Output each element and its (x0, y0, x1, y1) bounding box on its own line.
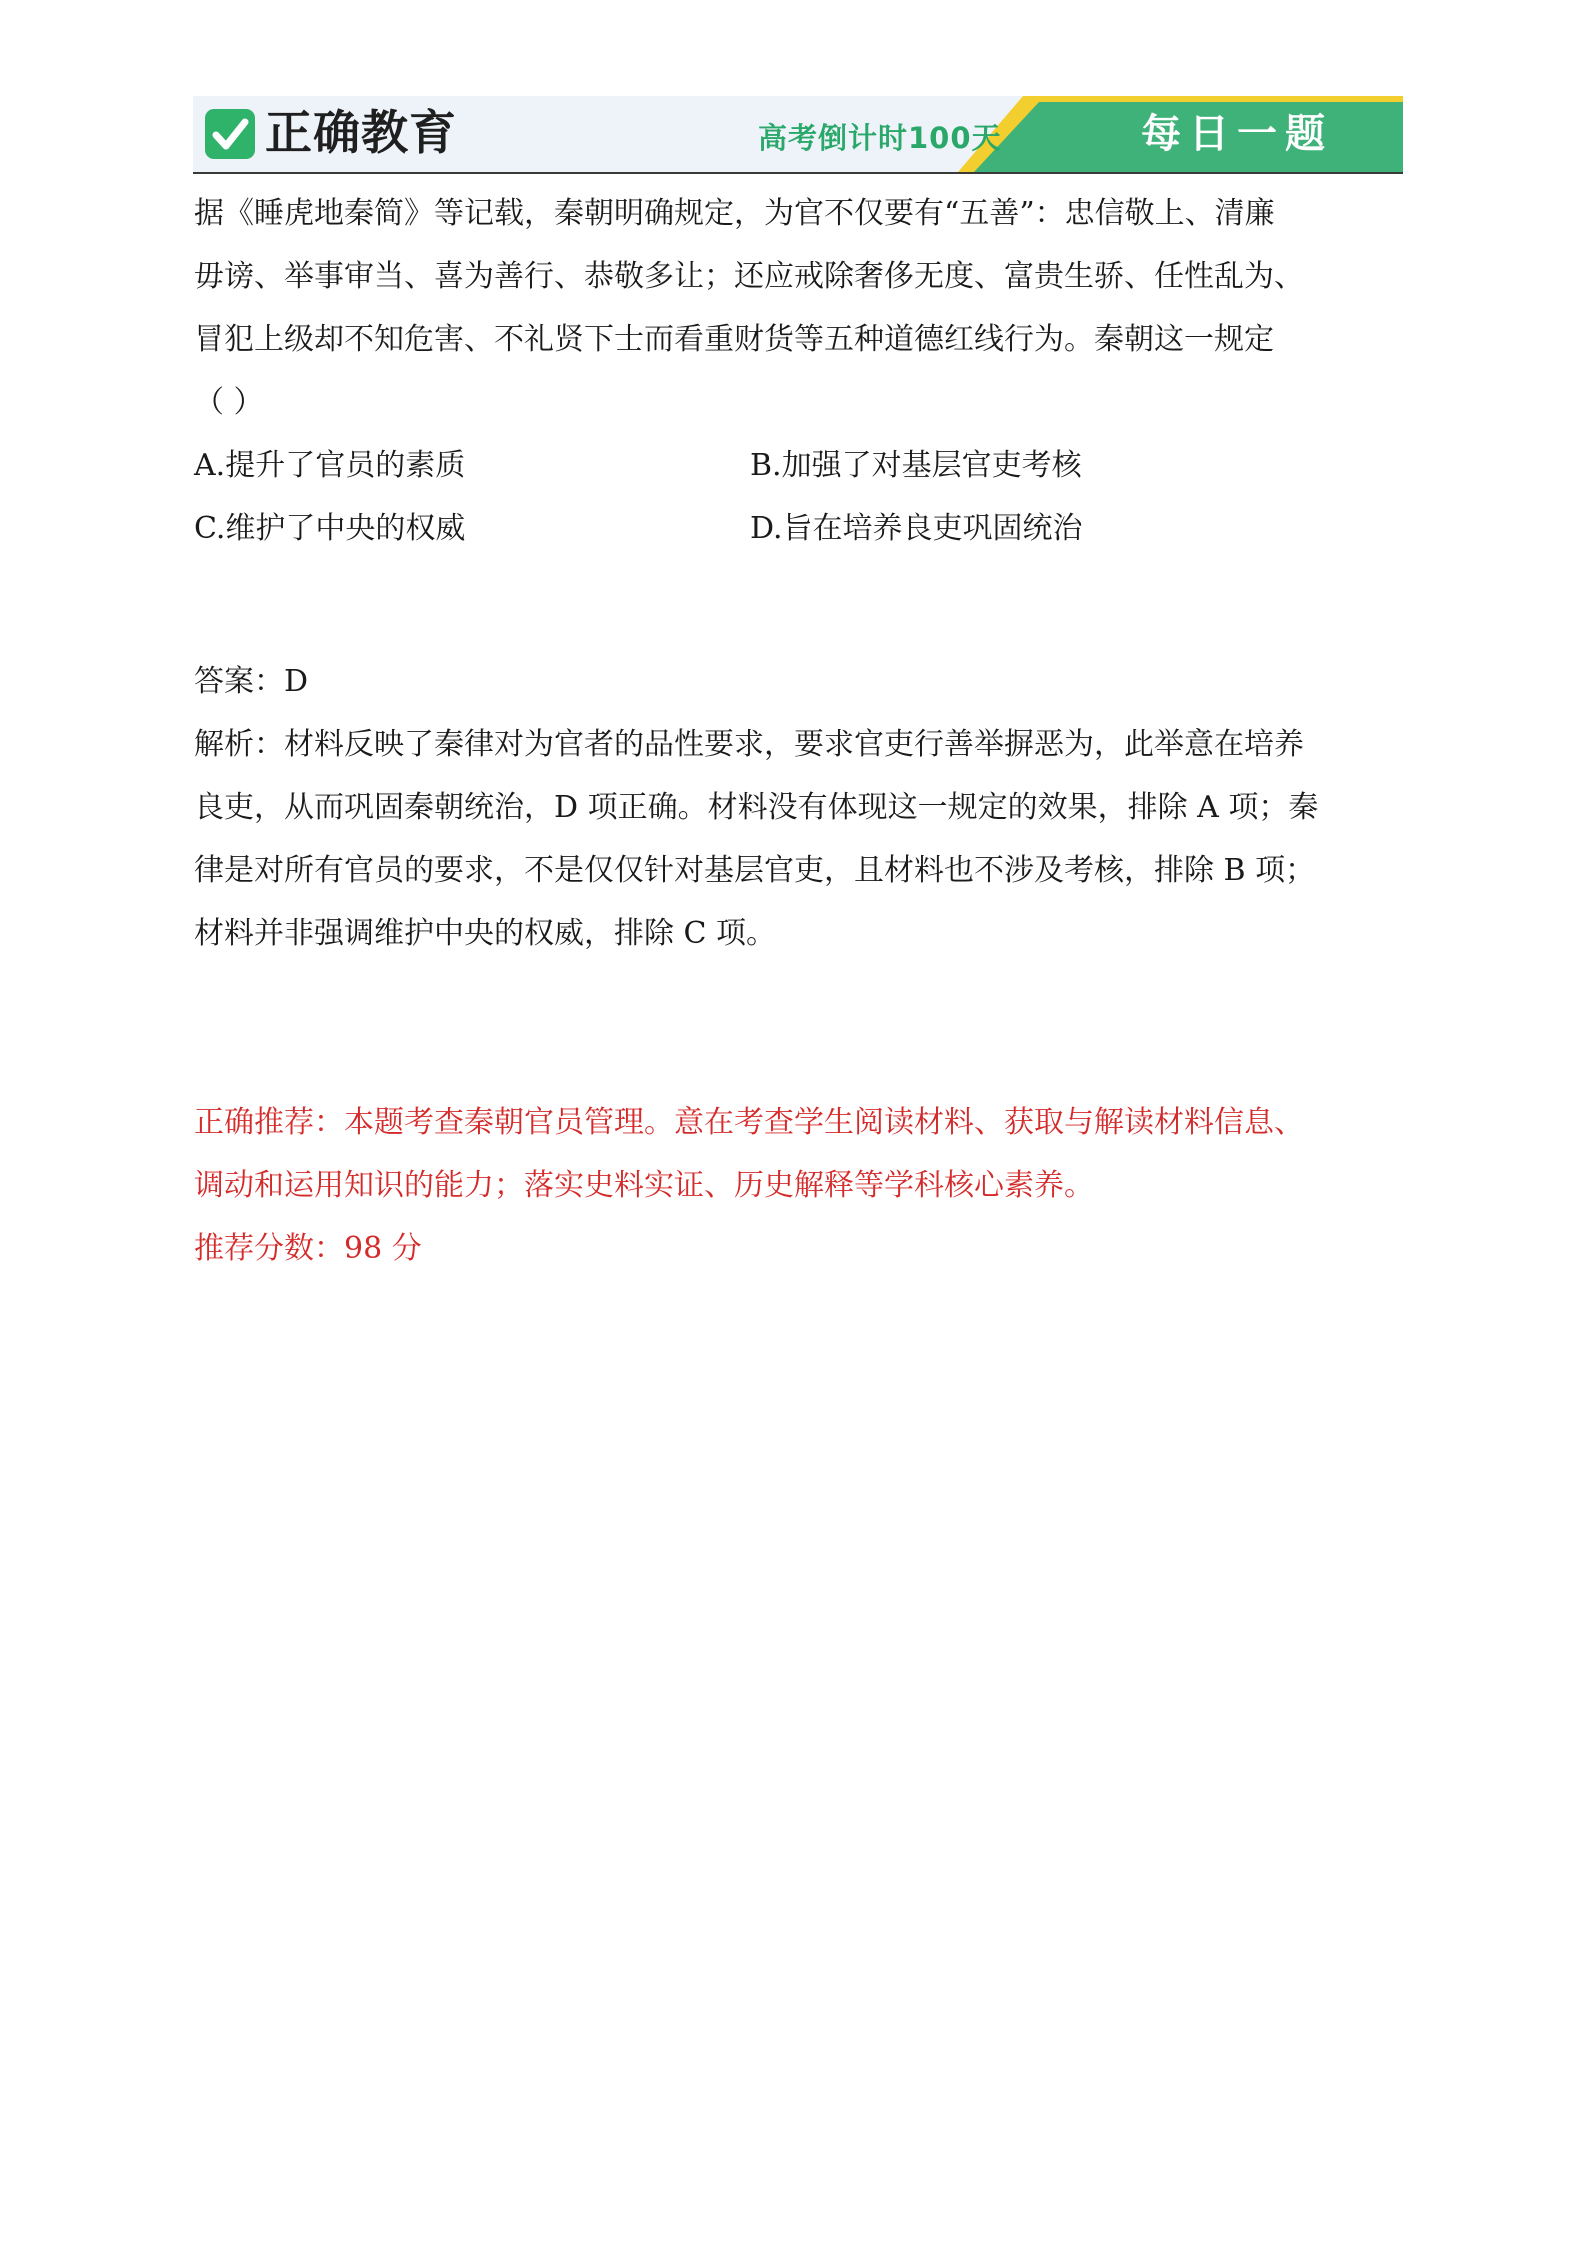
header-divider (193, 172, 1403, 174)
check-icon (205, 109, 255, 159)
question-line: 据《睡虎地秦简》等记载，秦朝明确规定，为官不仅要有“五善”：忠信敬上、清廉 (194, 196, 1275, 231)
question-line: 冒犯上级却不知危害、不礼贤下士而看重财货等五种道德红线行为。秦朝这一规定 (194, 322, 1274, 357)
document-content (194, 182, 1406, 1280)
answer-options (194, 434, 1406, 560)
option-b: B.加强了对基层官吏考核 (750, 448, 1082, 483)
question-stem (194, 182, 1406, 434)
recommendation-section (194, 1091, 1406, 1280)
answer-blank: （ ） (194, 385, 264, 420)
logo-text: 正确教育 (265, 106, 457, 161)
daily-question-label: 每日一题 (1141, 111, 1333, 157)
header-banner (193, 96, 1403, 172)
analysis-section (194, 713, 1406, 965)
answer-text: 答案：D (194, 664, 309, 699)
analysis-line: 律是对所有官员的要求，不是仅仅针对基层官吏，且材料也不涉及考核，排除 B 项； (194, 853, 1316, 888)
analysis-line: 良吏，从而巩固秦朝统治，D 项正确。材料没有体现这一规定的效果，排除 A 项；秦 (194, 790, 1319, 825)
recommended-score: 推荐分数：98 分 (194, 1231, 422, 1266)
analysis-line: 解析：材料反映了秦律对为官者的品性要求，要求官吏行善举摒恶为，此举意在培养 (194, 727, 1304, 762)
analysis-line: 材料并非强调维护中央的权威，排除 C 项。 (194, 916, 777, 951)
option-c: C.维护了中央的权威 (194, 511, 466, 546)
question-line: 毋谤、举事审当、喜为善行、恭敬多让；还应戒除奢侈无度、富贵生骄、任性乱为、 (194, 259, 1304, 294)
countdown-text: 高考倒计时100天 (758, 121, 1002, 155)
recommendation-line: 调动和运用知识的能力；落实史料实证、历史解释等学科核心素养。 (194, 1168, 1094, 1203)
option-d: D.旨在培养良吏巩固统治 (750, 511, 1083, 546)
option-a: A.提升了官员的素质 (194, 448, 466, 483)
recommendation-line: 正确推荐：本题考查秦朝官员管理。意在考查学生阅读材料、获取与解读材料信息、 (194, 1105, 1304, 1140)
